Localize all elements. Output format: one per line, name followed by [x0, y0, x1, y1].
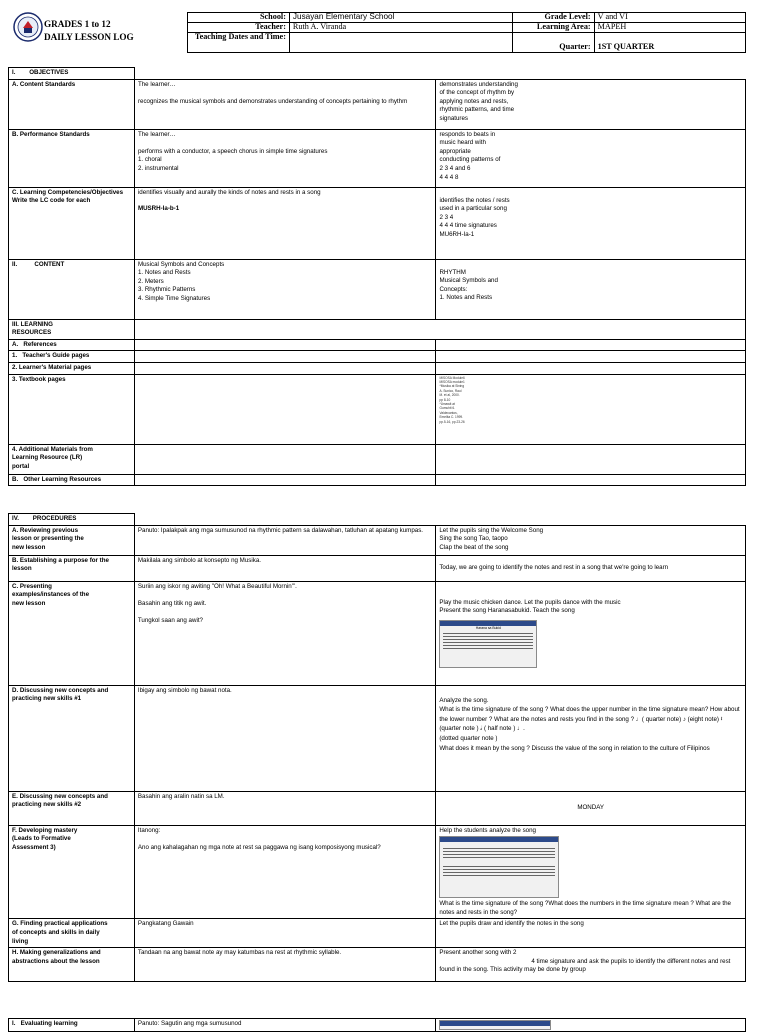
other-resources-label: B. Other Learning Resources [9, 474, 135, 486]
quarter-label: Quarter: [513, 33, 594, 53]
blank-cell [134, 444, 436, 474]
blank-cell [436, 362, 746, 374]
grade-level-value: V and VI [594, 13, 745, 23]
content-label: II. CONTENT [9, 259, 135, 319]
song-analysis-header-bar [440, 837, 558, 842]
page-title [44, 18, 134, 44]
references-label: A. References [9, 339, 135, 351]
quarter-value: 1ST QUARTER [594, 33, 745, 53]
grade-level-label: Grade Level: [513, 13, 594, 23]
blank-cell [134, 362, 436, 374]
learning-area-label: Learning Area: [513, 23, 594, 33]
blank-cell [436, 351, 746, 363]
teachers-guide-label: 1. Teacher's Guide pages [9, 351, 135, 363]
blank-cell [134, 68, 436, 80]
lc-text: identifies visually and aurally the kinds of notes and rests in a song [137, 188, 321, 196]
evaluating-learning-label: I. Evaluating learning [9, 1019, 135, 1032]
blank-cell [436, 474, 746, 486]
practical-applications-label: G. Finding practical applications of concepts and skills in daily living [9, 919, 135, 948]
content-col2: RHYTHM Musical Symbols and Concepts: 1. Notes and Rests [436, 259, 746, 319]
teacher-label: Teacher: [188, 23, 290, 33]
textbook-pages-label: 3. Textbook pages [9, 374, 135, 444]
establishing-purpose-col1: Makilala ang simbolo at konsepto ng Musika. [134, 555, 435, 581]
lc-code: MUSRH-Ia-b-1 [137, 205, 180, 213]
developing-mastery-col1: Itanong: Ano ang kahalagahan ng mga note at rest sa paggawa ng isang komposisyong musical? [134, 825, 435, 919]
content-standards-col1: The learner… recognizes the musical symbols and demonstrates understanding of concepts pertaining to rhythm [134, 79, 436, 129]
practical-applications-col2: Let the pupils draw and identify the notes in the song [436, 919, 746, 948]
establishing-purpose-col2: Today, we are going to identify the notes and rest in a song that we're going to learn [436, 555, 746, 581]
blank-cell [436, 514, 746, 526]
content-standards-col2: demonstrates understanding of the concept of rhythm by applying notes and rests, rhythmic patterns, and time signatures [436, 79, 746, 129]
discussing-concepts-2-col2: MONDAY [436, 791, 746, 825]
evaluation-table [8, 1018, 746, 1032]
reviewing-lesson-col1: Panuto: Ipalakpak ang mga sumusunod na rhythmic pattern sa dalawahan, tatluhan at apatang kumpas. [134, 525, 435, 555]
generalizations-label: H. Making generalizations and abstractions about the lesson [9, 948, 135, 982]
blank-cell [134, 514, 435, 526]
learning-resources-label: III. LEARNING RESOURCES [9, 319, 135, 339]
learning-competencies-col1 [134, 187, 436, 259]
blank-cell [134, 351, 436, 363]
evaluating-learning-col1: Panuto: Sagutin ang mga sumusunod [134, 1019, 435, 1032]
song-sheet-image [439, 620, 537, 668]
presenting-examples-col1: Suriin ang iskor ng awiting "Oh! What a Beautiful Mornin'". Basahin ang titik ng awit. Tungkol saan ang awit? [134, 581, 435, 685]
presenting-examples-label: C. Presenting examples/instances of the new lesson [9, 581, 135, 685]
title-line1: GRADES 1 to 12 [44, 19, 111, 29]
deped-seal-icon [13, 12, 43, 42]
performance-standards-col2: responds to beats in music heard with appropriate conducting patterns of 2 3 4 and 6 4 4 4 8 [436, 129, 746, 187]
discussing-concepts-2-col1: Basahin ang aralin natin sa LM. [134, 791, 435, 825]
textbook-pages-col2: MISOSA Module6 MISOSA module1 *Musika at Sining A. Sunico, Raul M. et al, 2000. pp 8-10 *Umawit at Gumuhit 6. Valdecantos, Emelita C. 1999. pp.5-16, pp.23-26 [436, 374, 746, 444]
title-line2: DAILY LESSON LOG [44, 32, 134, 42]
school-value: Jusayan Elementary School [289, 13, 512, 23]
discussing-concepts-1-col2: Analyze the song. What is the time signature of the song ? What does the upper number in the time signature mean? How about the lower number ? What are the notes and rests you find in the song ? ♩( quarter note) ♪ (eight note) 𝄽 (quarter note ) 𝅗𝅥 ( half note ) ♩. (dotted quarter note ) What does it mean by the song ? Discuss the value of the song in relation to the culture of Filipinos [436, 685, 746, 791]
presenting-examples-col2 [436, 581, 746, 685]
learning-competencies-label: C. Learning Competencies/Objectives Write the LC code for each [9, 187, 135, 259]
song-analysis-image [439, 836, 559, 898]
school-label: School: [188, 13, 290, 23]
blank-cell [134, 374, 436, 444]
generalizations-col2 [436, 948, 746, 982]
discussing-concepts-2-label: E. Discussing new concepts and practicing new skills #2 [9, 791, 135, 825]
developing-mastery-col2 [436, 825, 746, 919]
blank-cell [436, 339, 746, 351]
blank-cell [134, 339, 436, 351]
generalizations-text-a: Present another song with 2 [439, 949, 517, 957]
generalizations-col1: Tandaan na ang bawat note ay may katumbas na rest at rhythmic syllable. [134, 948, 435, 982]
evaluation-image [439, 1020, 551, 1030]
generalizations-text-b: 4 time signature and ask the pupils to identify the different notes and rest found in the song. This activity may be done by group [439, 957, 731, 974]
reviewing-lesson-col2: Let the pupils sing the Welcome Song Sing the song Tao, taopo Clap the beat of the song [436, 525, 746, 555]
practical-applications-col1: Pangkatang Gawain [134, 919, 435, 948]
discussing-concepts-1-label: D. Discussing new concepts and practicing new skills #1 [9, 685, 135, 791]
song-sheet-caption: Harana sa Bukid [475, 625, 501, 630]
discussing-concepts-1-col1: Ibigay ang simbolo ng bawat nota. [134, 685, 435, 791]
deped-logo [13, 12, 43, 42]
performance-standards-label: B. Performance Standards [9, 129, 135, 187]
developing-mastery-text-a: Help the students analyze the song [439, 826, 537, 834]
teaching-dates-label: Teaching Dates and Time: [188, 33, 290, 53]
header-info-table [187, 12, 746, 53]
additional-materials-label: 4. Additional Materials from Learning Resource (LR) portal [9, 444, 135, 474]
teacher-value: Ruth A. Viranda [289, 23, 512, 33]
performance-standards-col1: The learner… performs with a conductor, a speech chorus in simple time signatures 1. choral 2. instrumental [134, 129, 436, 187]
blank-cell [134, 319, 745, 339]
objectives-heading: I. OBJECTIVES [9, 68, 135, 80]
evaluating-learning-col2 [436, 1019, 746, 1032]
learners-material-label: 2. Learner's Material pages [9, 362, 135, 374]
teaching-dates-value [289, 33, 512, 53]
reviewing-lesson-label: A. Reviewing previous lesson or presenting the new lesson [9, 525, 135, 555]
blank-cell [436, 444, 746, 474]
establishing-purpose-label: B. Establishing a purpose for the lesson [9, 555, 135, 581]
content-standards-label: A. Content Standards [9, 79, 135, 129]
presenting-examples-text: Play the music chicken dance. Let the pupils dance with the music Present the song Haranasabukid. Teach the song [439, 598, 621, 615]
learning-competencies-col2: identifies the notes / rests used in a particular song 2 3 4 4 4 4 time signatures MU6RH-Ia-1 [436, 187, 746, 259]
objectives-table [8, 67, 746, 486]
learning-area-value: MAPEH [594, 23, 745, 33]
developing-mastery-text-b: What is the time signature of the song ?What does the numbers in the time signature mean ? What are the notes and rests in the song? [439, 900, 731, 916]
blank-cell [134, 474, 436, 486]
procedures-heading: IV. PROCEDURES [9, 514, 135, 526]
procedures-table [8, 513, 746, 982]
content-col1: Musical Symbols and Concepts 1. Notes and Rests 2. Meters 3. Rhythmic Patterns 4. Simple Time Signatures [134, 259, 436, 319]
developing-mastery-label: F. Developing mastery (Leads to Formative Assessment 3) [9, 825, 135, 919]
blank-cell [436, 68, 746, 80]
